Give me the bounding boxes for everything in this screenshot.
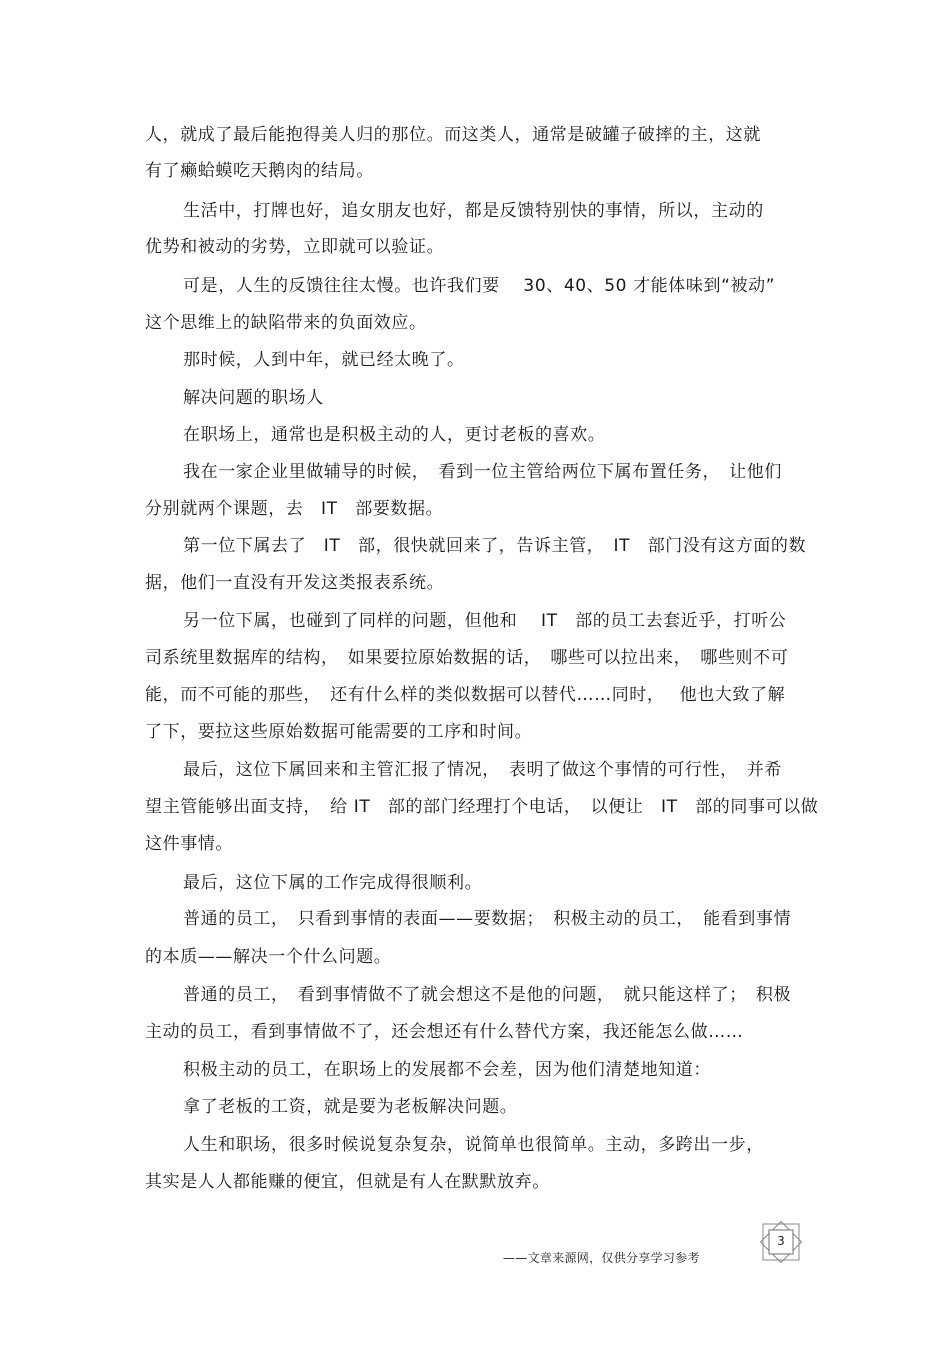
text-line: 我在一家企业里做辅导的时候， 看到一位主管给两位下属布置任务， 让他们 — [183, 462, 782, 482]
text-line: 了下，要拉这些原始数据可能需要的工序和时间。 — [145, 722, 533, 742]
text-line: 生活中，打牌也好，追女朋友也好，都是反馈特别快的事情，所以，主动的 — [183, 201, 764, 221]
text-line: 分别就两个课题，去 IT 部要数据。 — [145, 499, 444, 519]
text-line: 在职场上，通常也是积极主动的人，更讨老板的喜欢。 — [183, 425, 606, 445]
text-line: 拿了老板的工资，就是要为老板解决问题。 — [183, 1097, 518, 1117]
text-line: 最后，这位下属回来和主管汇报了情况， 表明了做这个事情的可行性， 并希 — [183, 760, 782, 780]
page-number: 3 — [777, 1234, 785, 1248]
text-line: 优势和被动的劣势，立即就可以验证。 — [145, 237, 445, 257]
source-note: ——文章来源网，仅供分享学习参考 — [503, 1251, 700, 1265]
text-line: 普通的员工， 只看到事情的表面——要数据； 积极主动的员工， 能看到事情 — [183, 909, 792, 929]
text-line: 普通的员工， 看到事情做不了就会想这不是他的问题， 就只能这样了； 积极 — [183, 985, 792, 1005]
text-line: 另一位下属，也碰到了同样的问题，但他和 IT 部的员工去套近乎，打听公 — [183, 611, 787, 631]
text-line: 那时候，人到中年，就已经太晚了。 — [183, 350, 465, 370]
text-line: 可是，人生的反馈往往太慢。也许我们要 30、40、50 才能体味到“被动” — [183, 276, 776, 296]
text-line: 能，而不可能的那些， 还有什么样的类似数据可以替代……同时， 他也大致了解 — [145, 685, 786, 705]
text-line: 最后，这位下属的工作完成得很顺利。 — [183, 873, 483, 893]
text-line: 这件事情。 — [145, 834, 233, 854]
text-line: 望主管能够出面支持， 给 IT 部的部门经理打个电话， 以便让 IT 部的同事可以做 — [145, 797, 819, 817]
text-line: 其实是人人都能赚的便宜，但就是有人在默默放弃。 — [145, 1172, 550, 1192]
text-line: 积极主动的员工，在职场上的发展都不会差，因为他们清楚地知道： — [183, 1060, 711, 1080]
page-number-badge — [757, 1218, 805, 1266]
section-heading: 解决问题的职场人 — [183, 388, 324, 408]
text-line: 司系统里数据库的结构， 如果要拉原始数据的话， 哪些可以拉出来， 哪些则不可 — [145, 648, 789, 668]
text-line: 的本质——解决一个什么问题。 — [145, 947, 392, 967]
text-line: 主动的员工，看到事情做不了，还会想还有什么替代方案，我还能怎么做…… — [145, 1022, 744, 1042]
text-line: 有了癞蛤蟆吃天鹅肉的结局。 — [145, 161, 374, 181]
text-line: 据，他们一直没有开发这类报表系统。 — [145, 573, 445, 593]
text-line: 人，就成了最后能抱得美人归的那位。而这类人，通常是破罐子破摔的主，这就 — [145, 125, 761, 145]
text-line: 第一位下属去了 IT 部，很快就回来了，告诉主管， IT 部门没有这方面的数 — [183, 536, 807, 556]
text-line: 人生和职场，很多时候说复杂复杂，说简单也很简单。主动，多跨出一步， — [183, 1135, 764, 1155]
text-line: 这个思维上的缺陷带来的负面效应。 — [145, 313, 427, 333]
